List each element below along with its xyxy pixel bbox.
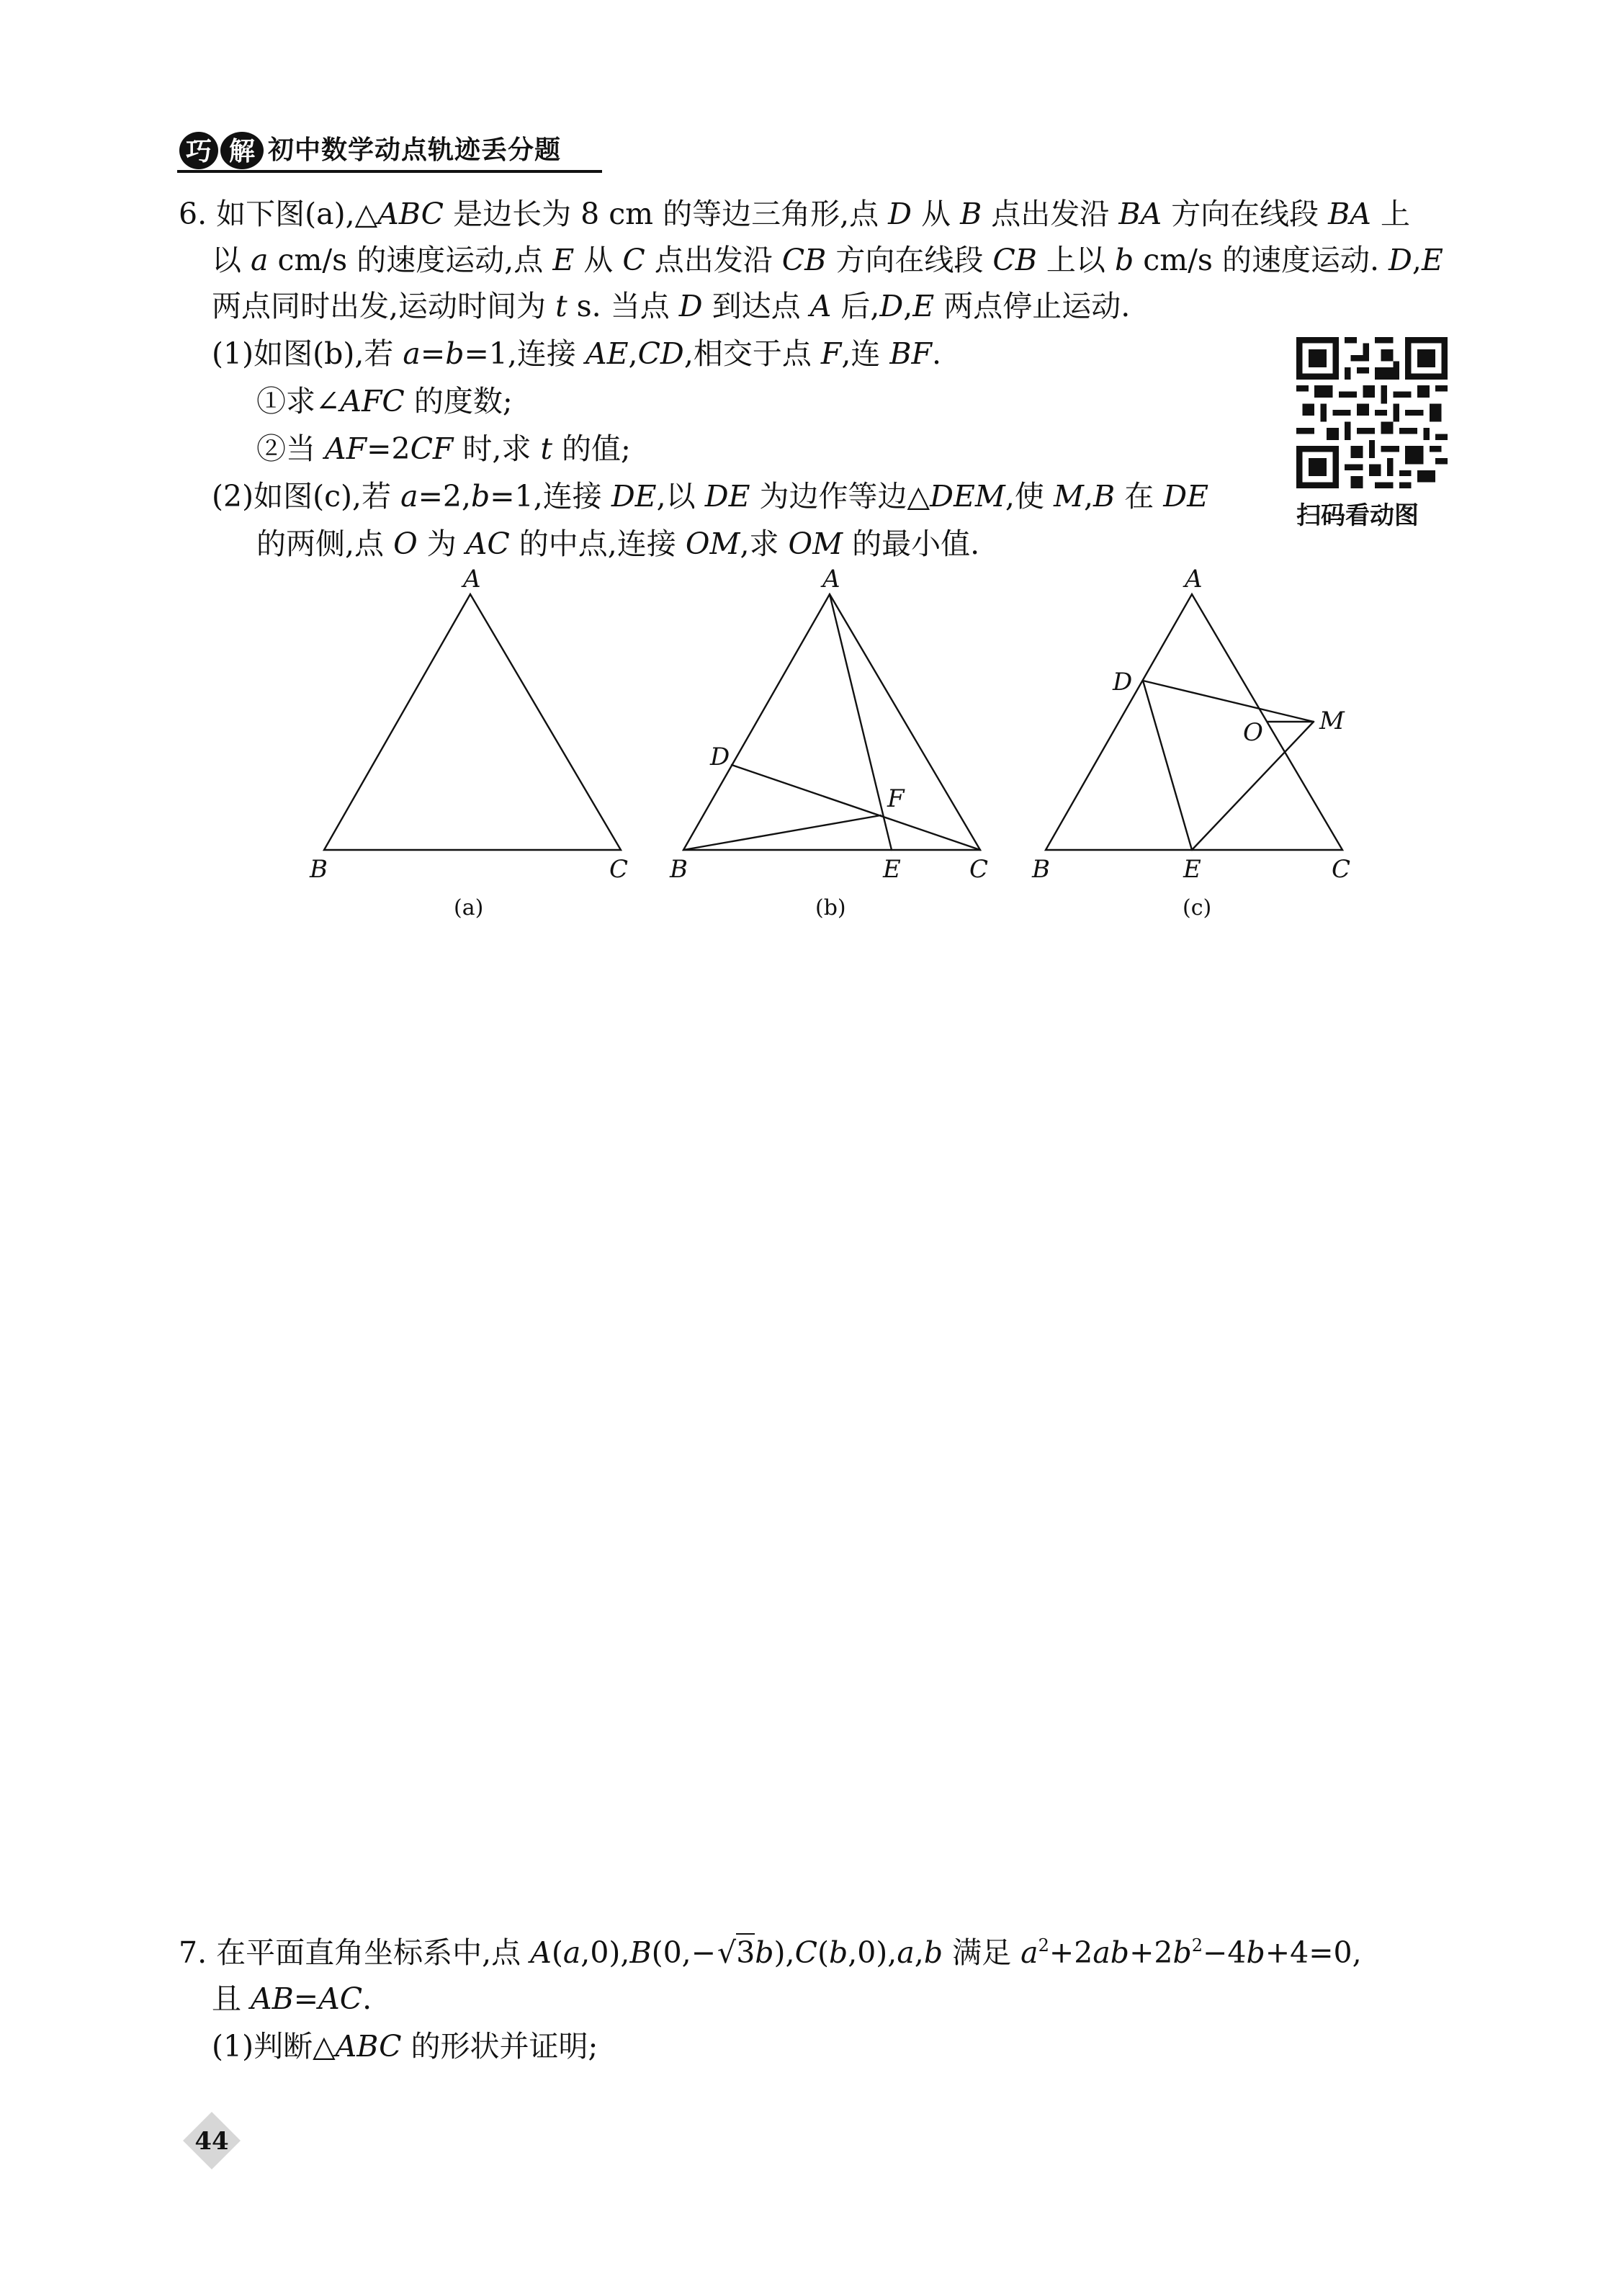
fig-b-segment-ae — [830, 594, 892, 850]
q6-line-3: 两点同时出发,运动时间为 t s. 当点 D 到达点 A 后,D,E 两点停止运动. — [212, 289, 1131, 323]
page-number: 44 — [194, 2127, 229, 2156]
q7-part-1: (1)判断△ABC 的形状并证明; — [212, 2029, 598, 2064]
fig-a-caption: (a) — [454, 895, 484, 921]
q7-line-2: 且 AB=AC. — [212, 1981, 372, 2016]
q6-part-2-cont: 的两侧,点 O 为 AC 的中点,连接 OM,求 OM 的最小值. — [256, 527, 980, 561]
page-number-badge — [181, 2110, 242, 2171]
qr-code-icon[interactable] — [1296, 337, 1448, 488]
fig-b-label-c: C — [969, 855, 989, 884]
fig-b-segment-cd — [732, 765, 980, 850]
fig-c-segment-dm — [1143, 681, 1314, 722]
header-title: 初中数学动点轨迹丢分题 — [268, 135, 562, 165]
figures — [288, 555, 1383, 929]
fig-c-caption: (c) — [1183, 895, 1212, 921]
fig-a-label-a: A — [463, 565, 481, 593]
fig-b-label-b: B — [670, 855, 688, 884]
header-badge — [179, 131, 265, 170]
badge-char-1: 巧 — [185, 137, 212, 166]
q6-part-2: (2)如图(c),若 a=2,b=1,连接 DE,以 DE 为边作等边△DEM,使 M,B 在 DE — [212, 479, 1209, 514]
fig-c-label-b: B — [1032, 855, 1050, 884]
q6-sub-2: ②当 AF=2CF 时,求 t 的值; — [256, 431, 631, 466]
fig-b-label-e: E — [883, 855, 901, 884]
fig-a-triangle — [324, 594, 621, 850]
q7-line-1: 7. 在平面直角坐标系中,点 A(a,0),B(0,−√3b),C(b,0),a,b 满足 $a^2+2ab+2b^2-4b+4=0$, — [179, 1932, 1362, 1974]
fig-c-segment-de — [1143, 681, 1192, 850]
fig-b-caption: (b) — [815, 895, 846, 921]
fig-c-label-e: E — [1183, 855, 1201, 884]
q6-line-2: 以 a cm/s 的速度运动,点 E 从 C 点出发沿 CB 方向在线段 CB 上以 b cm/s 的速度运动. D,E — [212, 243, 1443, 277]
fig-c-label-m: M — [1319, 707, 1345, 735]
fig-c-label-d: D — [1113, 668, 1133, 696]
fig-b-label-f: F — [887, 784, 905, 813]
fig-b-segment-bf — [683, 815, 881, 850]
q6-line-1: 6. 如下图(a),△ABC 是边长为 8 cm 的等边三角形,点 D 从 B 点出发沿 BA 方向在线段 BA 上 — [179, 197, 1410, 231]
fig-a-label-c: C — [609, 855, 629, 884]
qr-caption: 扫码看动图 — [1296, 501, 1419, 530]
q6-sub-1: ①求∠AFC 的度数; — [256, 384, 513, 418]
fig-c-label-o: O — [1243, 718, 1263, 747]
fig-c-label-c: C — [1332, 855, 1351, 884]
header-rule — [177, 170, 602, 173]
fig-b-label-a: A — [822, 565, 840, 593]
q6-part-1: (1)如图(b),若 a=b=1,连接 AE,CD,相交于点 F,连 BF. — [212, 336, 942, 371]
fig-a-label-b: B — [310, 855, 328, 884]
fig-b-label-d: D — [710, 743, 730, 771]
fig-c-label-a: A — [1185, 565, 1203, 593]
badge-char-2: 解 — [228, 137, 256, 166]
fig-b-triangle — [683, 594, 980, 850]
